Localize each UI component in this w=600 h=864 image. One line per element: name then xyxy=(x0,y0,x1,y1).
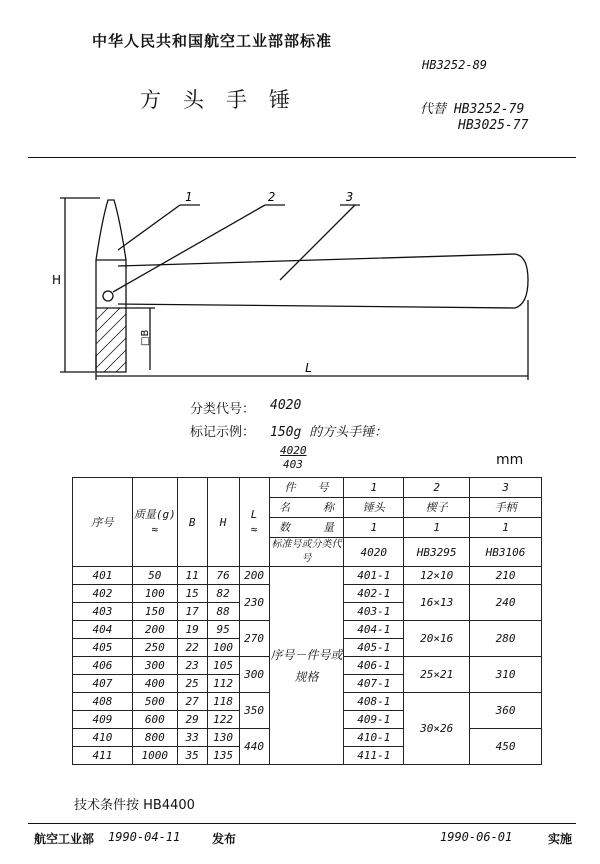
std-label: 标准号或分类代号 xyxy=(269,538,344,567)
row-h: 76 xyxy=(207,567,239,585)
part-std-2: HB3295 xyxy=(404,538,470,567)
header-b: B xyxy=(177,478,207,567)
table-row xyxy=(73,567,542,585)
part-qty-1: 1 xyxy=(344,518,404,538)
row-b: 23 xyxy=(177,657,207,675)
footer-effective-label: 实施 xyxy=(548,832,573,846)
row-part1: 405-1 xyxy=(344,639,404,657)
row-mass: 200 xyxy=(132,621,177,639)
row-h: 88 xyxy=(207,603,239,621)
row-handle: 240 xyxy=(470,585,542,621)
row-b: 19 xyxy=(177,621,207,639)
row-handle: 360 xyxy=(470,693,542,729)
row-l: 350 xyxy=(239,693,269,729)
part-qty-2: 1 xyxy=(404,518,470,538)
name-label: 名 称 xyxy=(269,498,344,518)
qty-label: 数 量 xyxy=(269,518,344,538)
hammer-handle xyxy=(118,254,528,308)
row-wedge: 16×13 xyxy=(404,585,470,621)
row-seq: 410 xyxy=(73,729,133,747)
header-l: L ≈ xyxy=(239,478,269,567)
dim-h-label: H xyxy=(52,273,62,287)
part-name-3: 手柄 xyxy=(470,498,542,518)
row-part1: 410-1 xyxy=(344,729,404,747)
part-no-label: 件 号 xyxy=(269,478,344,498)
issuing-organization: 中华人民共和国航空工业部部标准 xyxy=(92,32,333,50)
row-seq: 411 xyxy=(73,747,133,765)
row-handle: 280 xyxy=(470,621,542,657)
row-wedge: 30×26 xyxy=(404,693,470,765)
row-seq: 402 xyxy=(73,585,133,603)
row-h: 105 xyxy=(207,657,239,675)
row-l: 230 xyxy=(239,585,269,621)
row-part1: 401-1 xyxy=(344,567,404,585)
class-code-label: 分类代号： xyxy=(190,402,256,417)
row-mass: 150 xyxy=(132,603,177,621)
row-handle: 210 xyxy=(470,567,542,585)
part-name-1: 锤头 xyxy=(344,498,404,518)
row-b: 29 xyxy=(177,711,207,729)
row-part1: 409-1 xyxy=(344,711,404,729)
row-mass: 50 xyxy=(132,567,177,585)
row-part1: 408-1 xyxy=(344,693,404,711)
row-b: 22 xyxy=(177,639,207,657)
row-h: 112 xyxy=(207,675,239,693)
row-part1: 403-1 xyxy=(344,603,404,621)
row-l: 440 xyxy=(239,729,269,765)
row-l: 200 xyxy=(239,567,269,585)
row-mass: 1000 xyxy=(132,747,177,765)
footer-publisher: 航空工业部 xyxy=(34,832,95,846)
marking-label: 标记示例： xyxy=(190,425,256,440)
footer-rule xyxy=(28,823,576,824)
row-wedge: 25×21 xyxy=(404,657,470,693)
replaces-line-2: HB3025-77 xyxy=(458,118,529,133)
row-seq: 405 xyxy=(73,639,133,657)
row-mass: 600 xyxy=(132,711,177,729)
row-mass: 800 xyxy=(132,729,177,747)
row-seq: 406 xyxy=(73,657,133,675)
row-h: 122 xyxy=(207,711,239,729)
dim-l-label: L xyxy=(305,361,313,375)
row-b: 27 xyxy=(177,693,207,711)
row-l: 270 xyxy=(239,621,269,657)
row-handle: 310 xyxy=(470,657,542,693)
unit-label: mm xyxy=(496,452,524,468)
row-seq: 401 xyxy=(73,567,133,585)
hammer-drawing xyxy=(0,180,600,390)
standard-code: HB3252-89 xyxy=(422,58,488,72)
row-mass: 250 xyxy=(132,639,177,657)
part-std-3: HB3106 xyxy=(470,538,542,567)
marking-fraction-top: 4020 xyxy=(280,444,307,457)
row-b: 35 xyxy=(177,747,207,765)
footer-issue-date: 1990-04-11 xyxy=(108,830,181,844)
row-b: 11 xyxy=(177,567,207,585)
part-no-2: 2 xyxy=(404,478,470,498)
row-part1: 406-1 xyxy=(344,657,404,675)
footer-issue-label: 发布 xyxy=(212,832,237,846)
row-b: 17 xyxy=(177,603,207,621)
marking-fraction-bottom: 403 xyxy=(283,458,303,471)
row-seq: 408 xyxy=(73,693,133,711)
row-mass: 100 xyxy=(132,585,177,603)
header-rule xyxy=(28,157,576,158)
replaces-line-1: 代替 HB3252-79 xyxy=(420,102,525,117)
part-label-1: 1 xyxy=(185,190,193,204)
specification-table xyxy=(72,477,542,765)
class-code-value: 4020 xyxy=(270,398,302,413)
row-part1: 407-1 xyxy=(344,675,404,693)
row-h: 135 xyxy=(207,747,239,765)
row-seq: 409 xyxy=(73,711,133,729)
header-mass: 质量(g) ≈ xyxy=(132,478,177,567)
row-b: 33 xyxy=(177,729,207,747)
technical-conditions-note: 技术条件按 HB4400 xyxy=(74,798,195,813)
row-b: 15 xyxy=(177,585,207,603)
document-title: 方头手锤 xyxy=(140,88,312,112)
row-h: 100 xyxy=(207,639,239,657)
row-l: 300 xyxy=(239,657,269,693)
row-mass: 500 xyxy=(132,693,177,711)
row-seq: 404 xyxy=(73,621,133,639)
part-no-3: 3 xyxy=(470,478,542,498)
part-label-2: 2 xyxy=(268,190,276,204)
hammer-head xyxy=(96,200,126,372)
row-seq: 407 xyxy=(73,675,133,693)
footer-effective-date: 1990-06-01 xyxy=(440,830,513,844)
wedge xyxy=(103,291,113,301)
part-label-3: 3 xyxy=(346,190,354,204)
row-h: 82 xyxy=(207,585,239,603)
row-h: 130 xyxy=(207,729,239,747)
part-no-1: 1 xyxy=(344,478,404,498)
row-part1: 404-1 xyxy=(344,621,404,639)
header-h: H xyxy=(207,478,239,567)
dim-b-label: □B xyxy=(140,329,151,346)
row-h: 95 xyxy=(207,621,239,639)
row-h: 118 xyxy=(207,693,239,711)
marking-text: 150g 的方头手锤： xyxy=(270,425,388,440)
row-b: 25 xyxy=(177,675,207,693)
part-name-2: 楔子 xyxy=(404,498,470,518)
header-seq: 序号 xyxy=(73,478,133,567)
row-mass: 400 xyxy=(132,675,177,693)
merged-center: 序号－件号或规格 xyxy=(269,567,344,765)
row-part1: 411-1 xyxy=(344,747,404,765)
row-handle: 450 xyxy=(470,729,542,765)
part-qty-3: 1 xyxy=(470,518,542,538)
row-mass: 300 xyxy=(132,657,177,675)
row-part1: 402-1 xyxy=(344,585,404,603)
row-seq: 403 xyxy=(73,603,133,621)
row-wedge: 20×16 xyxy=(404,621,470,657)
row-wedge: 12×10 xyxy=(404,567,470,585)
part-std-1: 4020 xyxy=(344,538,404,567)
